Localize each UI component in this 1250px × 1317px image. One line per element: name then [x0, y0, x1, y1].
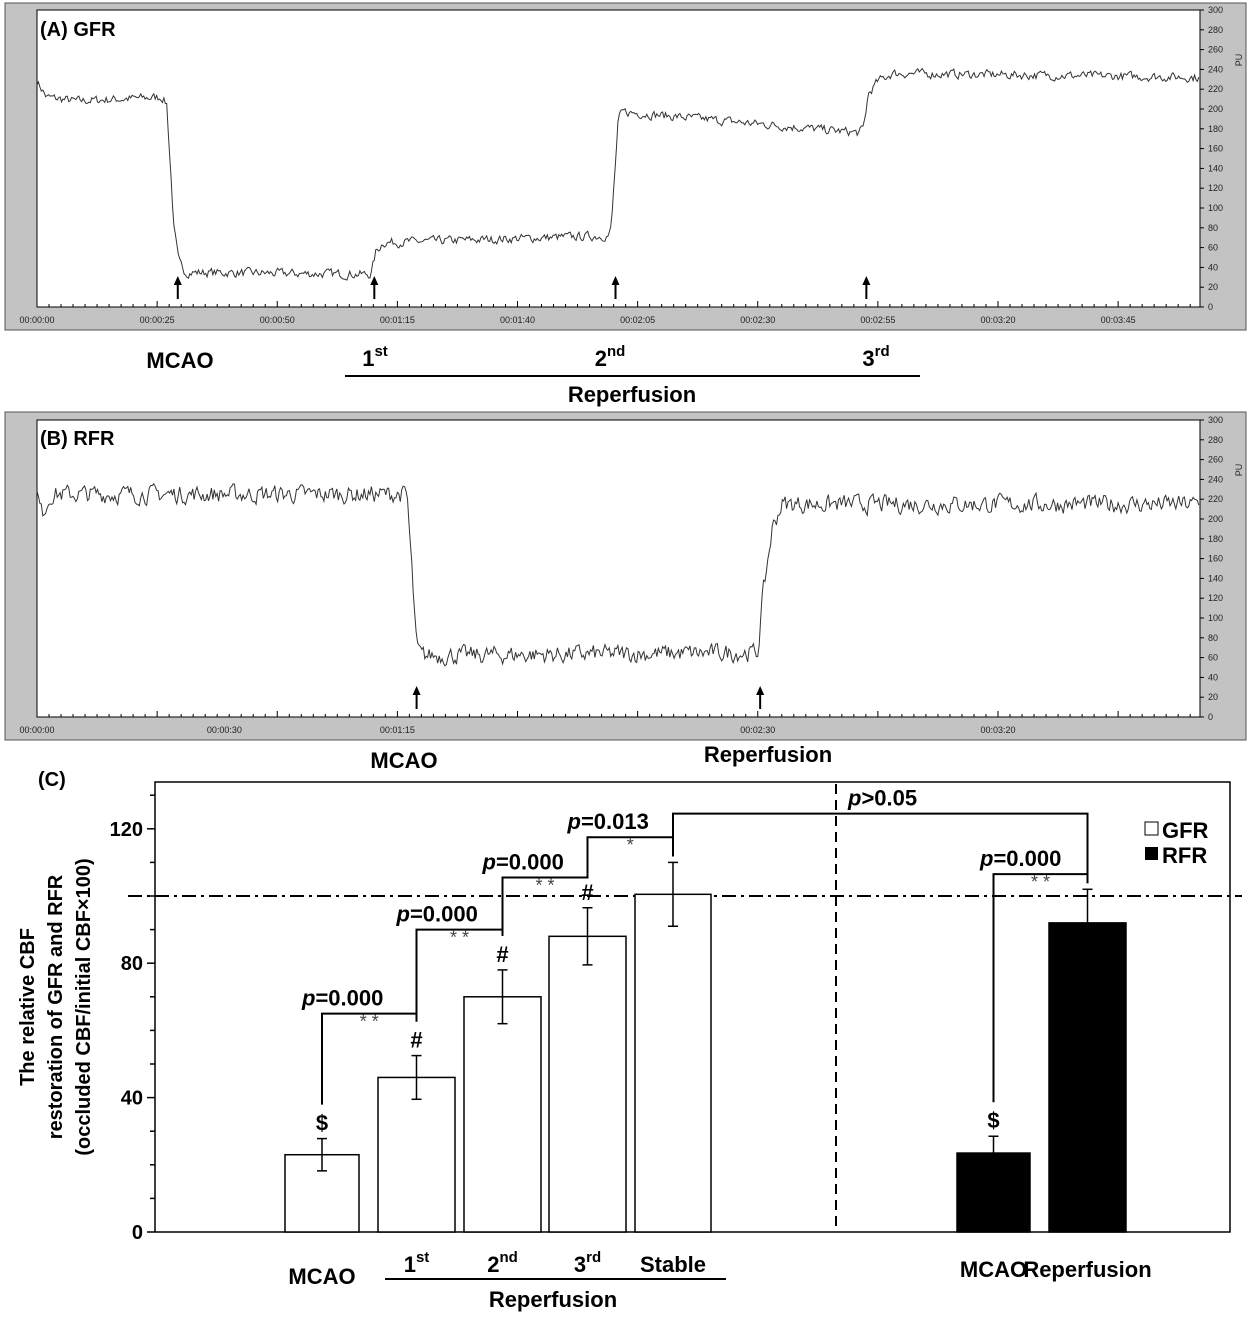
legend — [1145, 818, 1209, 868]
bar-gfr — [378, 1077, 455, 1232]
x-tick-label: 00:01:40 — [499, 315, 536, 325]
p-symbol: p — [482, 849, 496, 875]
significance-stars: * * — [1030, 872, 1051, 893]
y-tick-label: 180 — [1208, 533, 1224, 544]
y-tick-label: 300 — [1208, 5, 1224, 15]
x-tick-label: 00:02:05 — [620, 315, 656, 325]
y-tick-label: 160 — [1208, 143, 1224, 154]
c-group-label-reperfusion: Reperfusion — [488, 1287, 618, 1312]
p-value: =0.000 — [993, 846, 1062, 872]
y-tick-label: 240 — [1208, 474, 1224, 485]
y-label-line-1: The relative CBF — [17, 928, 39, 1086]
legend-swatch-gfr — [1145, 822, 1158, 835]
y-tick-label: 100 — [1208, 613, 1224, 623]
x-tick-label: 00:00:50 — [259, 315, 295, 325]
p-symbol: p — [302, 985, 316, 1011]
bar-gfr — [549, 936, 626, 1232]
x-tick-label: 00:00:30 — [206, 725, 242, 735]
panel-c — [17, 769, 1242, 1312]
label-a-1st: 1st — [362, 343, 388, 371]
panel-a-unit: PU — [1234, 53, 1244, 67]
p-value-label — [482, 850, 564, 875]
p-value-label — [567, 809, 649, 834]
y-tick-label: 260 — [1208, 44, 1224, 55]
x-tick-label: 00:00:00 — [19, 725, 55, 735]
bar-gfr — [635, 894, 711, 1232]
y-tick-label: 0 — [131, 1222, 143, 1244]
x-category-text: 3 — [573, 1252, 587, 1277]
x-tick-label: 00:02:55 — [860, 315, 896, 325]
significance-stars: * * — [359, 1011, 379, 1032]
y-tick-label: 80 — [1208, 222, 1219, 233]
x-category-text: 2 — [487, 1252, 500, 1277]
p-value: >0.05 — [861, 785, 918, 811]
x-category-text: MCAO — [959, 1257, 1028, 1282]
x-category-label — [574, 1249, 601, 1277]
y-tick-label: 220 — [1208, 84, 1224, 95]
panel-b — [5, 412, 1246, 773]
y-tick-label: 60 — [1208, 242, 1219, 253]
p-symbol: p — [980, 846, 994, 872]
significance-marker: $ — [315, 1110, 329, 1136]
x-tick-label: 00:01:15 — [379, 315, 415, 325]
label-b-mcao: MCAO — [370, 748, 438, 773]
p-value-label — [301, 986, 383, 1011]
p-value-label — [847, 786, 917, 811]
bar-rfr — [1049, 923, 1126, 1232]
p-symbol: p — [848, 785, 862, 811]
y-tick-label: 120 — [109, 818, 143, 841]
y-label-line-2: restoration of GFR and RFR — [45, 874, 67, 1140]
y-tick-label: 80 — [1208, 632, 1219, 643]
p-symbol: p — [567, 809, 581, 835]
y-tick-label: 40 — [1208, 672, 1219, 683]
y-tick-label: 0 — [1208, 302, 1214, 312]
panel-b-title: (B) RFR — [40, 428, 115, 450]
y-tick-label: 20 — [1208, 692, 1219, 703]
significance-marker: # — [410, 1027, 423, 1053]
y-tick-label: 180 — [1208, 123, 1224, 134]
significance-marker: # — [581, 879, 594, 905]
x-category-sup: nd — [499, 1249, 518, 1266]
y-label-line-3: (occluded CBF/initial CBF×100) — [73, 858, 95, 1156]
x-tick-label: 00:00:00 — [19, 315, 55, 325]
p-value-label — [396, 902, 478, 927]
x-category-label — [640, 1252, 706, 1277]
label-b-reperfusion: Reperfusion — [703, 742, 833, 767]
p-value-label — [979, 846, 1061, 871]
y-tick-label: 120 — [1208, 183, 1224, 194]
p-value: =0.000 — [315, 985, 384, 1011]
y-tick-label: 220 — [1208, 494, 1224, 505]
label-a-2nd: 2nd — [594, 343, 626, 371]
x-tick-label: 00:03:45 — [1100, 315, 1136, 325]
x-category-text: Reperfusion — [1023, 1257, 1152, 1282]
x-category-label — [487, 1249, 518, 1277]
y-tick-label: 200 — [1208, 104, 1224, 114]
p-value: =0.013 — [580, 809, 649, 835]
x-category-label — [404, 1249, 430, 1277]
y-tick-label: 60 — [1208, 652, 1219, 663]
y-tick-label: 200 — [1208, 514, 1224, 524]
significance-stars: * * — [535, 875, 555, 896]
bar-rfr — [957, 1153, 1030, 1232]
significance-marker: # — [496, 941, 509, 967]
label-a-3rd: 3rd — [862, 343, 890, 371]
p-value: =0.000 — [409, 901, 478, 927]
panel-a-title: (A) GFR — [40, 19, 116, 41]
x-tick-label: 00:01:15 — [379, 725, 415, 735]
x-tick-label: 00:03:20 — [980, 725, 1016, 735]
x-category-label — [1023, 1257, 1151, 1282]
legend-label-rfr: RFR — [1162, 843, 1208, 868]
panel-c-title: (C) — [38, 769, 66, 791]
x-category-text: 1 — [403, 1252, 416, 1277]
p-value: =0.000 — [495, 849, 564, 875]
x-tick-label: 00:02:30 — [740, 725, 776, 735]
x-category-label — [960, 1257, 1027, 1282]
label-a-reperfusion: Reperfusion — [567, 382, 697, 407]
y-tick-label: 280 — [1208, 24, 1224, 35]
y-tick-label: 300 — [1208, 415, 1224, 425]
y-tick-label: 0 — [1208, 712, 1214, 722]
x-category-label — [288, 1264, 355, 1289]
x-tick-label: 00:00:25 — [139, 315, 175, 325]
x-tick-label: 00:03:20 — [980, 315, 1016, 325]
y-tick-label: 120 — [1208, 593, 1224, 604]
y-tick-label: 280 — [1208, 434, 1224, 445]
y-tick-label: 260 — [1208, 454, 1224, 465]
significance-marker: $ — [987, 1108, 1000, 1134]
x-category-sup: st — [415, 1249, 430, 1266]
x-tick-label: 00:02:30 — [740, 315, 776, 325]
y-tick-label: 160 — [1208, 553, 1224, 564]
significance-stars: * — [626, 835, 634, 856]
y-tick-label: 40 — [120, 1087, 143, 1110]
x-category-sup: rd — [586, 1249, 602, 1266]
significance-stars: * * — [449, 927, 470, 948]
y-tick-label: 140 — [1208, 573, 1224, 584]
legend-label-gfr: GFR — [1162, 818, 1209, 843]
y-tick-label: 240 — [1208, 64, 1224, 75]
x-category-text: MCAO — [288, 1264, 356, 1289]
panel-b-unit: PU — [1234, 463, 1244, 477]
y-tick-label: 80 — [120, 953, 143, 976]
y-tick-label: 20 — [1208, 282, 1219, 293]
y-tick-label: 40 — [1208, 262, 1219, 273]
label-a-mcao: MCAO — [146, 348, 214, 373]
x-category-text: Stable — [639, 1252, 707, 1277]
panel-a — [5, 3, 1246, 407]
p-symbol: p — [396, 901, 410, 927]
legend-swatch-rfr — [1145, 847, 1158, 860]
y-tick-label: 140 — [1208, 163, 1224, 174]
y-tick-label: 100 — [1208, 203, 1224, 213]
bar-gfr — [464, 997, 541, 1232]
